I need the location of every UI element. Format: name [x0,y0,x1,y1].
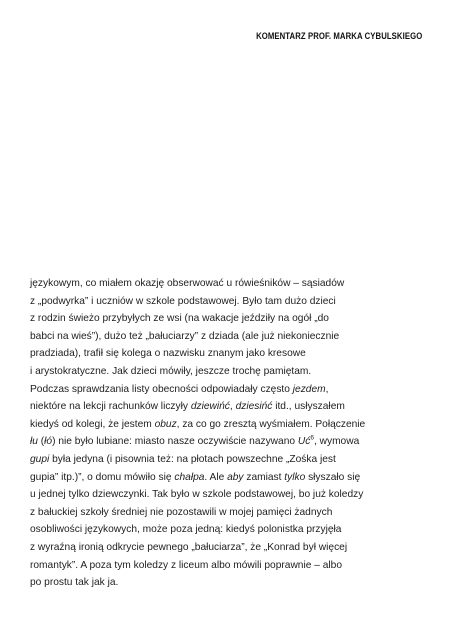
footnote-marker: 6 [310,434,314,442]
body-text [30,275,440,592]
text-run: zamiast [243,471,285,483]
text-run: niektóre na lekcji rachunków liczyły [30,401,191,413]
running-header: KOMENTARZ PROF. MARKA CYBULSKIEGO [255,31,422,41]
text-run: z bałuckiej szkoły średniej nie pozostawili w mojej pamięci żadnych [30,506,333,518]
text-run: językowym, co miałem okazję obserwować u rówieśników – sąsiadów [30,278,345,289]
text-run: itd., usłyszałem [272,401,345,413]
text-run: Podczas sprawdzania listy obecności odpowiadały często [30,383,293,395]
text-line [30,451,440,469]
text-line [30,381,440,399]
text-run: pradziada), trafił się kolega o nazwisku znanym jako kresowe [30,348,306,360]
text-run: ( [37,436,45,448]
italic-run: tylko [284,471,306,483]
text-line [30,486,440,504]
text-run: romantyk”. A poza tym koledzy z liceum albo mówili poprawnie – albo [30,559,342,571]
text-run: słyszało się [305,471,361,483]
text-run: , za co go zresztą wyśmiałem. Połączenie [176,418,366,430]
text-line [30,275,440,293]
text-run: z „podwyrka” i uczniów w szkole podstawowej. Było tam dużo dzieci [30,295,336,307]
text-line [30,398,440,416]
italic-run: dziesińć [235,401,273,413]
italic-run: chałpa [174,471,205,483]
text-run: gupia” itp.)”, o domu mówiło się [30,471,175,483]
text-run: osobliwości językowych, może poza jedną: kiedyś polonistka przyjęła [30,524,342,536]
text-run: ) nie było lubiane: miasto nasze oczywiście nazywano [52,436,298,448]
text-run: . Ale [204,471,228,483]
text-line [30,521,440,539]
text-run: kiedyś od kolegi, że jestem [30,418,155,430]
italic-run: obuz [154,418,177,430]
italic-run: Uć [297,436,311,448]
text-run: , wymowa [313,436,360,448]
text-line [30,469,440,487]
text-run: i arystokratyczne. Jak dzieci mówiły, jeszcze trochę pamiętam. [30,365,312,377]
text-line [30,504,440,522]
text-run: po prostu tak jak ja. [30,577,119,589]
text-line [30,433,440,451]
text-line [30,310,440,328]
text-run: z wyraźną ironią odkrycie pewnego „bałuciarza”, że „Konrad był więcej [30,541,348,553]
text-line [30,345,440,363]
italic-run: gupi [30,453,50,465]
italic-run: dziewińć [190,401,230,413]
text-run: z rodzin świeżo przybyłych ze wsi (na wakacje jeździły na ogół „do [30,313,329,325]
text-line [30,293,440,311]
text-run: u jednej tylko dziewczynki. Tak było w szkole podstawowej, bo już koledzy [30,489,364,501]
text-line [30,574,440,592]
text-line [30,328,440,346]
italic-run: łó [44,436,53,448]
text-line [30,363,440,381]
text-run: babci na wieś”), dużo też „bałuciarzy” z dziada (ale już niekoniecznie [30,330,340,342]
italic-run: jezdem [292,383,326,395]
text-run: była jedyna (i pisownia też: na płotach powszechne „Zośka jest [49,453,336,465]
italic-run: łu [30,436,38,448]
text-line [30,557,440,575]
italic-run: aby [227,471,244,483]
text-line [30,539,440,557]
text-line [30,416,440,434]
text-run: , [229,401,236,413]
text-run: , [325,383,329,395]
